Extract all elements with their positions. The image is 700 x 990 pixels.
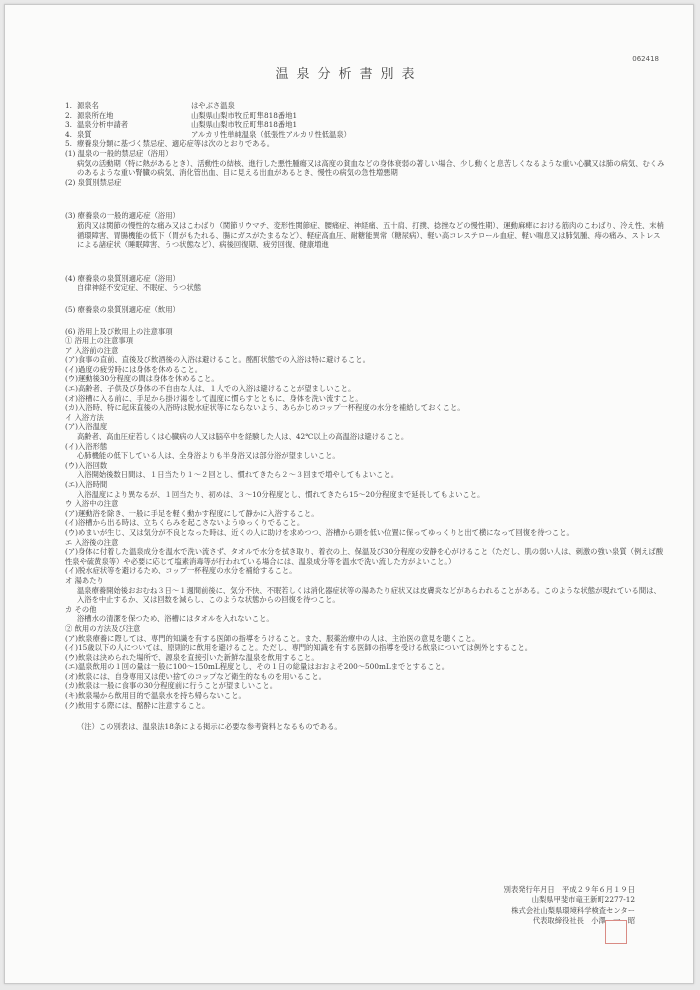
info-row: 2. 源泉所在地 山梨県山梨市牧丘町隼818番地1 bbox=[65, 110, 298, 120]
section-heading: (6) 浴用上及び飲用上の注意事項 bbox=[65, 326, 173, 336]
subheading: エ 入浴後の注意 bbox=[65, 537, 119, 547]
list-item: (イ)過度の疲労時には身体を休めること。 bbox=[65, 364, 203, 374]
paragraph: 病気の活動期（特に熱があるとき）、活動性の結核、進行した悪性腫瘍又は高度の貧血などの身体衰弱の著しい場合、少し動くと息苦しくなるような重い心臓又は肺の病気、むくみのあるような重い腎臓の病気、消化管出血、目に見える出血があるとき、慢性の病気の急性増悪期 bbox=[77, 158, 665, 178]
list-item: 高齢者、高血圧症若しくは心臓病の人又は脳卒中を経験した人は、42℃以上の高温浴は避けること。 bbox=[77, 432, 409, 442]
subheading: ② 飲用の方法及び注意 bbox=[65, 623, 141, 633]
paragraph: 自律神経不安定症、不眠症、うつ状態 bbox=[77, 283, 202, 293]
info-row: 4. 泉質 アルカリ性単純温泉（低張性アルカリ性低温泉） bbox=[65, 129, 351, 139]
section-heading: (1) 温泉の一般的禁忌症（浴用） bbox=[65, 148, 173, 158]
issue-date: 別表発行年月日 平成２９年６月１９日 bbox=[503, 885, 635, 894]
list-item: (ウ)入浴回数 bbox=[65, 460, 108, 470]
list-item: (オ)飲泉には、自身専用又は使い捨てのコップなど衛生的なものを用いること。 bbox=[65, 671, 326, 681]
document-sheet bbox=[4, 4, 694, 984]
section-heading: (5) 療養泉の泉質別適応症（飲用） bbox=[65, 304, 180, 314]
subheading: カ その他 bbox=[65, 604, 97, 614]
info-row: 3. 温泉分析申請者 山梨県山梨市牧丘町隼818番地1 bbox=[65, 120, 298, 130]
list-item: (ア)食事の直前、直後及び飲酒後の入浴は避けること。酩酊状態での入浴は特に避けること。 bbox=[65, 355, 370, 365]
issuer-address: 山梨県甲斐市竜王新町2277-12 bbox=[531, 895, 635, 905]
list-item: (カ)飲泉は一般に食事の30分程度前に行うことが望ましいこと。 bbox=[65, 681, 277, 691]
paragraph: 温泉療養開始後おおむね３日～１週間前後に、気分不快、不眠若しくは消化器症状等の湯あたり症状又は皮膚炎などがあらわれることがある。このような状態が現れている間は、入浴を中止するか、又は回数を減らし、このような状態からの回復を待つこと。 bbox=[77, 585, 661, 605]
list-item: (イ)15歳以下の人については、原則的に飲用を避けること。ただし、専門的知識を有する医師の指導を受ける飲泉については例外とすること。 bbox=[65, 643, 533, 653]
paragraph: 浴槽水の清潔を保つため、浴槽にはタオルを入れないこと。 bbox=[77, 614, 274, 624]
list-item: (ウ)飲泉は決められた場所で、源泉を直接引いた新鮮な温泉を飲用すること。 bbox=[65, 652, 319, 662]
list-item: (ウ)めまいが生じ、又は気分が不良となった時は、近くの人に助けを求めつつ、浴槽から頭を低い位置に保ってゆっくりと出て横になって回復を待つこと。 bbox=[65, 527, 574, 537]
subheading: ウ 入浴中の注意 bbox=[65, 499, 119, 509]
issuer-block bbox=[395, 885, 635, 927]
list-item: (ウ)運動後30分程度の間は身体を休めること。 bbox=[65, 374, 219, 384]
subheading: オ 湯あたり bbox=[65, 575, 104, 585]
subheading: イ 入浴方法 bbox=[65, 412, 104, 422]
list-item: (ク)飲用する際には、酩酔に注意すること。 bbox=[65, 700, 210, 710]
subheading: ① 浴用上の注意事項 bbox=[65, 336, 133, 346]
list-item: (エ)入浴時間 bbox=[65, 480, 108, 489]
issuer-representative: 代表取締役社長 小澤 一 昭 bbox=[532, 916, 635, 926]
footnote: （注）この別表は、温泉法18条による掲示に必要な参考資料となるものである。 bbox=[77, 722, 342, 732]
list-item: (ア)入浴温度 bbox=[65, 422, 108, 432]
list-item: (イ)入浴形態 bbox=[65, 441, 108, 451]
list-item: 心肺機能の低下している人は、全身浴よりも半身浴又は部分浴が望ましいこと。 bbox=[77, 451, 340, 461]
document-id: 062418 bbox=[632, 55, 659, 63]
section-heading: (3) 療養泉の一般的適応症（浴用） bbox=[65, 211, 180, 221]
info-row: 1. 源泉名 はやぶさ温泉 bbox=[65, 101, 235, 110]
list-item: (イ)浴槽から出る時は、立ちくらみを起こさないようゆっくりでること。 bbox=[65, 518, 305, 528]
list-item: (イ)脱水症状等を避けるため、コップ一杯程度の水分を補給すること。 bbox=[65, 566, 297, 576]
list-item: (カ)入浴時、特に起床直後の入浴時は脱水症状等にならないよう、あらかじめコップ一杯程度の水分を補給しておくこと。 bbox=[65, 403, 465, 413]
paragraph: 筋肉又は関節の慢性的な痛み又はこわばり（関節リウマチ、変形性関節症、腰痛症、神経痛、五十肩、打撲、捻挫などの慢性期）、運動麻痺における筋肉のこわばり、冷え性、末梢循環障害、胃腸機能の低下（胃がもたれる、腸にガスがたまるなど）、軽症高血圧、耐糖能異常（糖尿病）、軽い高コレステロール血症、軽い喘息又は肺気腫、痔の痛み、ストレスによる諸症状（睡眠障害、うつ状態など）、病後回復期、疲労回復、健康増進 bbox=[77, 220, 664, 250]
list-item: (キ)飲泉場から飲用目的で温泉水を持ち帰らないこと。 bbox=[65, 691, 246, 701]
list-item: (ア)飲泉療養に際しては、専門的知識を有する医師の指導をうけること。また、服薬治療中の人は、主治医の意見を聴くこと。 bbox=[65, 633, 480, 643]
list-item: (ア)運動浴を除き、一般に手足を軽く動かす程度にして静かに入浴すること。 bbox=[65, 508, 319, 518]
section-heading: (2) 泉質別禁忌症 bbox=[65, 177, 122, 187]
list-item: (エ)温泉飲用の１回の量は一般に100～150mL程度とし、その１日の総量はおおよそ200～500mLまでとすること。 bbox=[65, 662, 450, 672]
list-item: 入浴開始後数日間は、１日当たり１～２回とし、慣れてきたら２～３回まで増やしてもよいこと。 bbox=[77, 470, 399, 480]
list-item: 入浴温度により異なるが、１回当たり、初めは、３～10分程度とし、慣れてきたら15～20分程度まで延長してもよいこと。 bbox=[77, 489, 485, 499]
page-title: 温泉分析書別表 bbox=[275, 67, 423, 82]
section-heading: (4) 療養泉の泉質別適応症（浴用） bbox=[65, 273, 180, 283]
issuer-company: 株式会社山梨県環境科学検査センター bbox=[511, 905, 635, 915]
list-item: (エ)高齢者、子供及び身体の不自由な人は、１人での入浴は避けることが望ましいこと。 bbox=[65, 384, 356, 394]
list-item: (ア)身体に付着した温泉成分を温水で洗い流さず、タオルで水分を拭き取り、着衣の上、保温及び30分程度の安静を心がけること（ただし、肌の弱い人は、刺激の強い泉質（例えば酸性泉や硫黄泉等）や必要に応じて塩素消毒等が行われている場合には、温泉成分等を温水で洗い流した方がよいこと。） bbox=[65, 547, 664, 566]
info-row: 5. 療養泉分類に基づく禁忌症、適応症等は次のとおりである。 bbox=[65, 139, 275, 149]
document-body bbox=[65, 101, 665, 732]
subheading: ア 入浴前の注意 bbox=[65, 345, 119, 355]
company-seal-stamp bbox=[605, 920, 627, 944]
list-item: (オ)浴槽に入る前に、手足から掛け湯をして温度に慣らすとともに、身体を洗い流すこと。 bbox=[65, 393, 363, 403]
